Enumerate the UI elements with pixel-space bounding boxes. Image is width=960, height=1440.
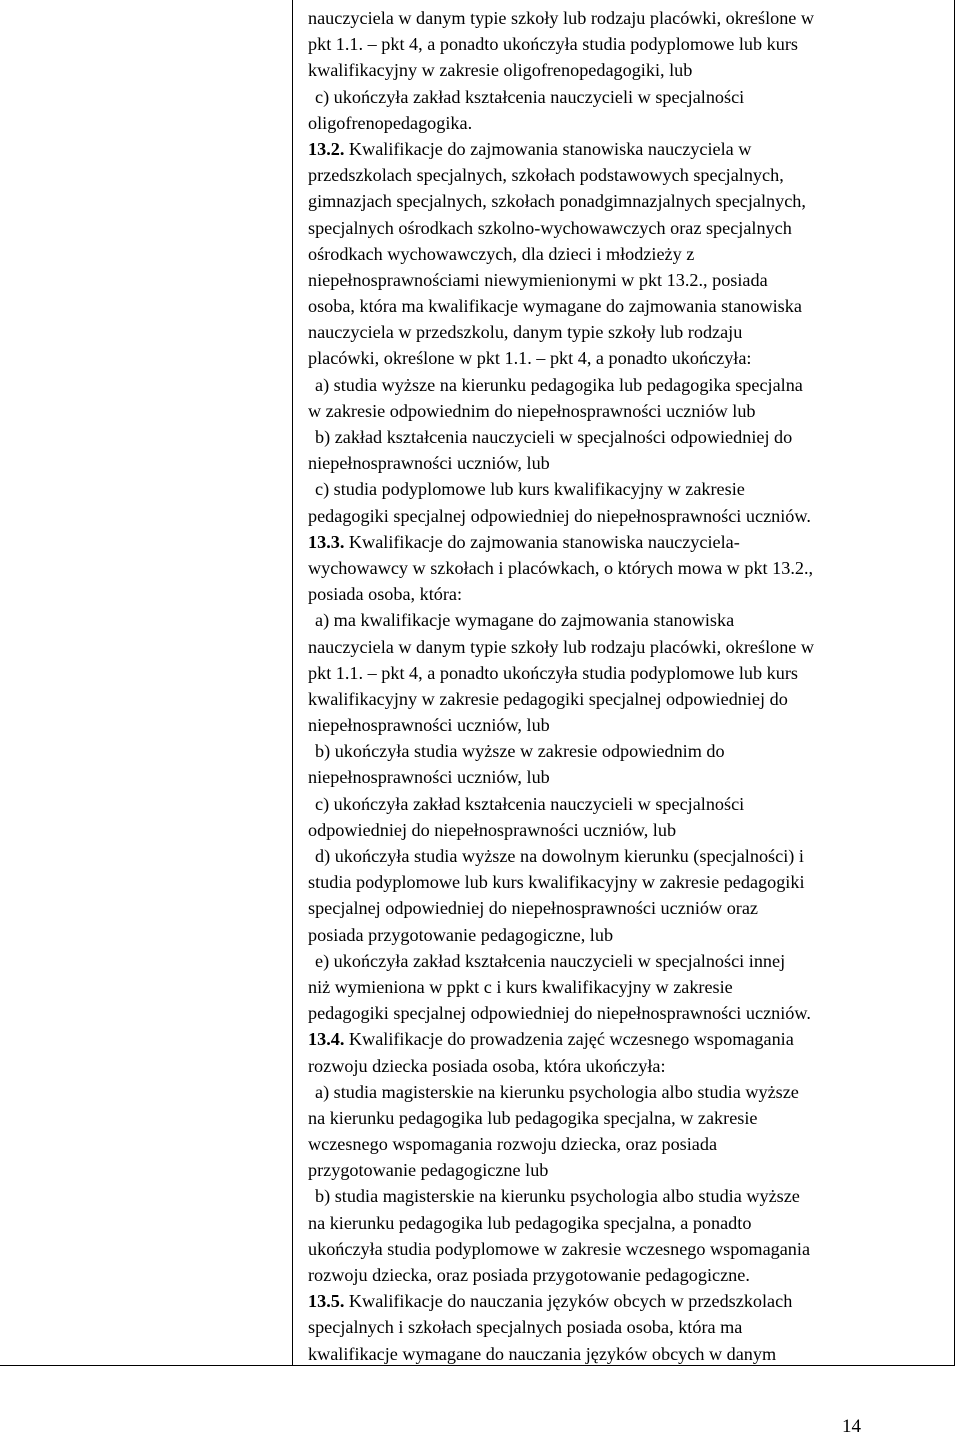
line-text: rozwoju dziecka posiada osoba, która ukończyła:: [308, 1055, 666, 1076]
text-line: [308, 634, 948, 660]
text-line: [308, 31, 948, 57]
line-text: pedagogiki specjalnej odpowiedniej do niepełnosprawności uczniów.: [308, 505, 811, 526]
text-line: [308, 241, 948, 267]
line-text: posiada osoba, która:: [308, 584, 463, 605]
text-line: [308, 974, 948, 1000]
text-line: [308, 5, 948, 31]
line-text: c) ukończyła zakład kształcenia nauczycieli w specjalności: [315, 793, 745, 814]
line-text: na kierunku pedagogika lub pedagogika specjalna, w zakresie: [308, 1107, 758, 1128]
line-text: ukończyła studia podyplomowe w zakresie wczesnego wspomagania: [308, 1238, 811, 1259]
text-line: [308, 1053, 948, 1079]
text-line: [308, 607, 948, 633]
text-line: [308, 424, 948, 450]
line-text: studia podyplomowe lub kurs kwalifikacyjny w zakresie pedagogiki: [308, 872, 805, 893]
text-line: [308, 57, 948, 83]
text-line: [308, 555, 948, 581]
text-line: [308, 1183, 948, 1209]
section-number: 13.3.: [308, 531, 345, 552]
text-line: [308, 319, 948, 345]
text-line: [308, 267, 948, 293]
line-text: kwalifikacje wymagane do nauczania języków obcych w danym: [308, 1343, 777, 1364]
line-text: przedszkolach specjalnych, szkołach podstawowych specjalnych,: [308, 165, 784, 186]
text-line: [308, 1236, 948, 1262]
section-number: 13.4.: [308, 1029, 345, 1050]
text-line: [308, 1262, 948, 1288]
text-line: [308, 450, 948, 476]
text-line: [308, 1210, 948, 1236]
line-text: b) zakład kształcenia nauczycieli w specjalności odpowiedniej do: [315, 427, 793, 447]
table-left-column: [0, 0, 293, 1366]
text-line: [308, 581, 948, 607]
text-line: [308, 1000, 948, 1026]
line-text: e) ukończyła zakład kształcenia nauczycieli w specjalności innej: [315, 950, 786, 971]
text-line: [308, 791, 948, 817]
line-text: placówki, określone w pkt 1.1. – pkt 4, a ponadto ukończyła:: [308, 348, 752, 369]
text-line: [308, 345, 948, 371]
text-line: [308, 503, 948, 529]
section-number: 13.2.: [308, 138, 345, 159]
line-text: specjalnych i szkołach specjalnych posiada osoba, która ma: [308, 1317, 743, 1338]
text-line: [308, 869, 948, 895]
text-line: [308, 686, 948, 712]
section-heading-line: [308, 136, 948, 162]
line-text: w zakresie odpowiednim do niepełnosprawności uczniów lub: [308, 400, 756, 421]
line-text: nauczyciela w przedszkolu, danym typie szkoły lub rodzaju: [308, 322, 743, 343]
text-line: [308, 188, 948, 214]
line-text: niepełnosprawnościami niewymienionymi w pkt 13.2., posiada: [308, 269, 768, 290]
text-line: [308, 1105, 948, 1131]
text-line: [308, 895, 948, 921]
section-heading-line: [308, 1288, 948, 1314]
line-text: niepełnosprawności uczniów, lub: [308, 767, 550, 788]
text-line: [308, 162, 948, 188]
line-text: a) ma kwalifikacje wymagane do zajmowania stanowiska: [315, 610, 735, 631]
line-text: posiada przygotowanie pedagogiczne, lub: [308, 924, 614, 945]
section-heading-line: [308, 1026, 948, 1052]
text-line: [308, 1079, 948, 1105]
line-text: pedagogiki specjalnej odpowiedniej do niepełnosprawności uczniów.: [308, 1003, 811, 1024]
line-text: a) studia wyższe na kierunku pedagogika lub pedagogika specjalna: [315, 374, 803, 395]
text-line: [308, 293, 948, 319]
document-body: [308, 5, 948, 1367]
line-text: pkt 1.1. – pkt 4, a ponadto ukończyła studia podyplomowe lub kurs: [308, 662, 798, 683]
line-text: rozwoju dziecka, oraz posiada przygotowanie pedagogiczne.: [308, 1265, 750, 1285]
text-line: [308, 110, 948, 136]
text-line: [308, 764, 948, 790]
line-text: specjalnych ośrodkach szkolno-wychowawczych oraz specjalnych: [308, 217, 792, 238]
text-line: [308, 738, 948, 764]
text-line: [308, 372, 948, 398]
line-text: c) studia podyplomowe lub kurs kwalifikacyjny w zakresie: [315, 479, 745, 500]
text-line: [308, 398, 948, 424]
section-number: 13.5.: [308, 1291, 345, 1312]
line-text: a) studia magisterskie na kierunku psychologia albo studia wyższe: [315, 1081, 799, 1102]
text-line: [308, 1314, 948, 1340]
line-text: Kwalifikacje do prowadzenia zajęć wczesnego wspomagania: [344, 1029, 794, 1050]
text-line: [308, 922, 948, 948]
line-text: wychowawcy w szkołach i placówkach, o których mowa w pkt 13.2.,: [308, 557, 814, 578]
line-text: Kwalifikacje do zajmowania stanowiska nauczyciela w: [344, 138, 752, 159]
line-text: gimnazjach specjalnych, szkołach ponadgimnazjalnych specjalnych,: [308, 191, 806, 212]
line-text: przygotowanie pedagogiczne lub: [308, 1160, 549, 1181]
text-line: [308, 712, 948, 738]
line-text: na kierunku pedagogika lub pedagogika specjalna, a ponadto: [308, 1212, 752, 1233]
line-text: osoba, która ma kwalifikacje wymagane do zajmowania stanowiska: [308, 296, 802, 317]
text-line: [308, 817, 948, 843]
line-text: Kwalifikacje do zajmowania stanowiska nauczyciela-: [344, 531, 740, 552]
text-line: [308, 84, 948, 110]
line-text: niż wymieniona w ppkt c i kurs kwalifikacyjny w zakresie: [308, 976, 733, 997]
line-text: niepełnosprawności uczniów, lub: [308, 453, 550, 474]
line-text: odpowiedniej do niepełnosprawności uczniów, lub: [308, 819, 677, 840]
line-text: kwalifikacyjny w zakresie pedagogiki specjalnej odpowiedniej do: [308, 688, 788, 709]
line-text: pkt 1.1. – pkt 4, a ponadto ukończyła studia podyplomowe lub kurs: [308, 34, 798, 55]
line-text: d) ukończyła studia wyższe na dowolnym kierunku (specjalności) i: [315, 846, 804, 866]
line-text: niepełnosprawności uczniów, lub: [308, 715, 550, 736]
line-text: b) ukończyła studia wyższe w zakresie odpowiednim do: [315, 741, 725, 762]
line-text: oligofrenopedagogika.: [308, 112, 473, 133]
line-text: ośrodkach wychowawczych, dla dzieci i młodzieży z: [308, 243, 695, 264]
line-text: specjalnej odpowiedniej do niepełnosprawności uczniów oraz: [308, 898, 758, 919]
text-line: [308, 1131, 948, 1157]
line-text: wczesnego wspomagania rozwoju dziecka, oraz posiada: [308, 1134, 718, 1155]
text-line: [308, 843, 948, 869]
line-text: c) ukończyła zakład kształcenia nauczycieli w specjalności: [315, 86, 745, 107]
line-text: kwalifikacyjny w zakresie oligofrenopedagogiki, lub: [308, 60, 693, 81]
page-number: 14: [842, 1416, 861, 1437]
text-line: [308, 476, 948, 502]
text-line: [308, 660, 948, 686]
line-text: nauczyciela w danym typie szkoły lub rodzaju placówki, określone w: [308, 8, 815, 28]
section-heading-line: [308, 529, 948, 555]
text-line: [308, 215, 948, 241]
text-line: [308, 1341, 948, 1367]
text-line: [308, 1157, 948, 1183]
text-line: [308, 948, 948, 974]
line-text: Kwalifikacje do nauczania języków obcych w przedszkolach: [344, 1291, 793, 1312]
line-text: b) studia magisterskie na kierunku psychologia albo studia wyższe: [315, 1186, 800, 1207]
line-text: nauczyciela w danym typie szkoły lub rodzaju placówki, określone w: [308, 636, 815, 657]
